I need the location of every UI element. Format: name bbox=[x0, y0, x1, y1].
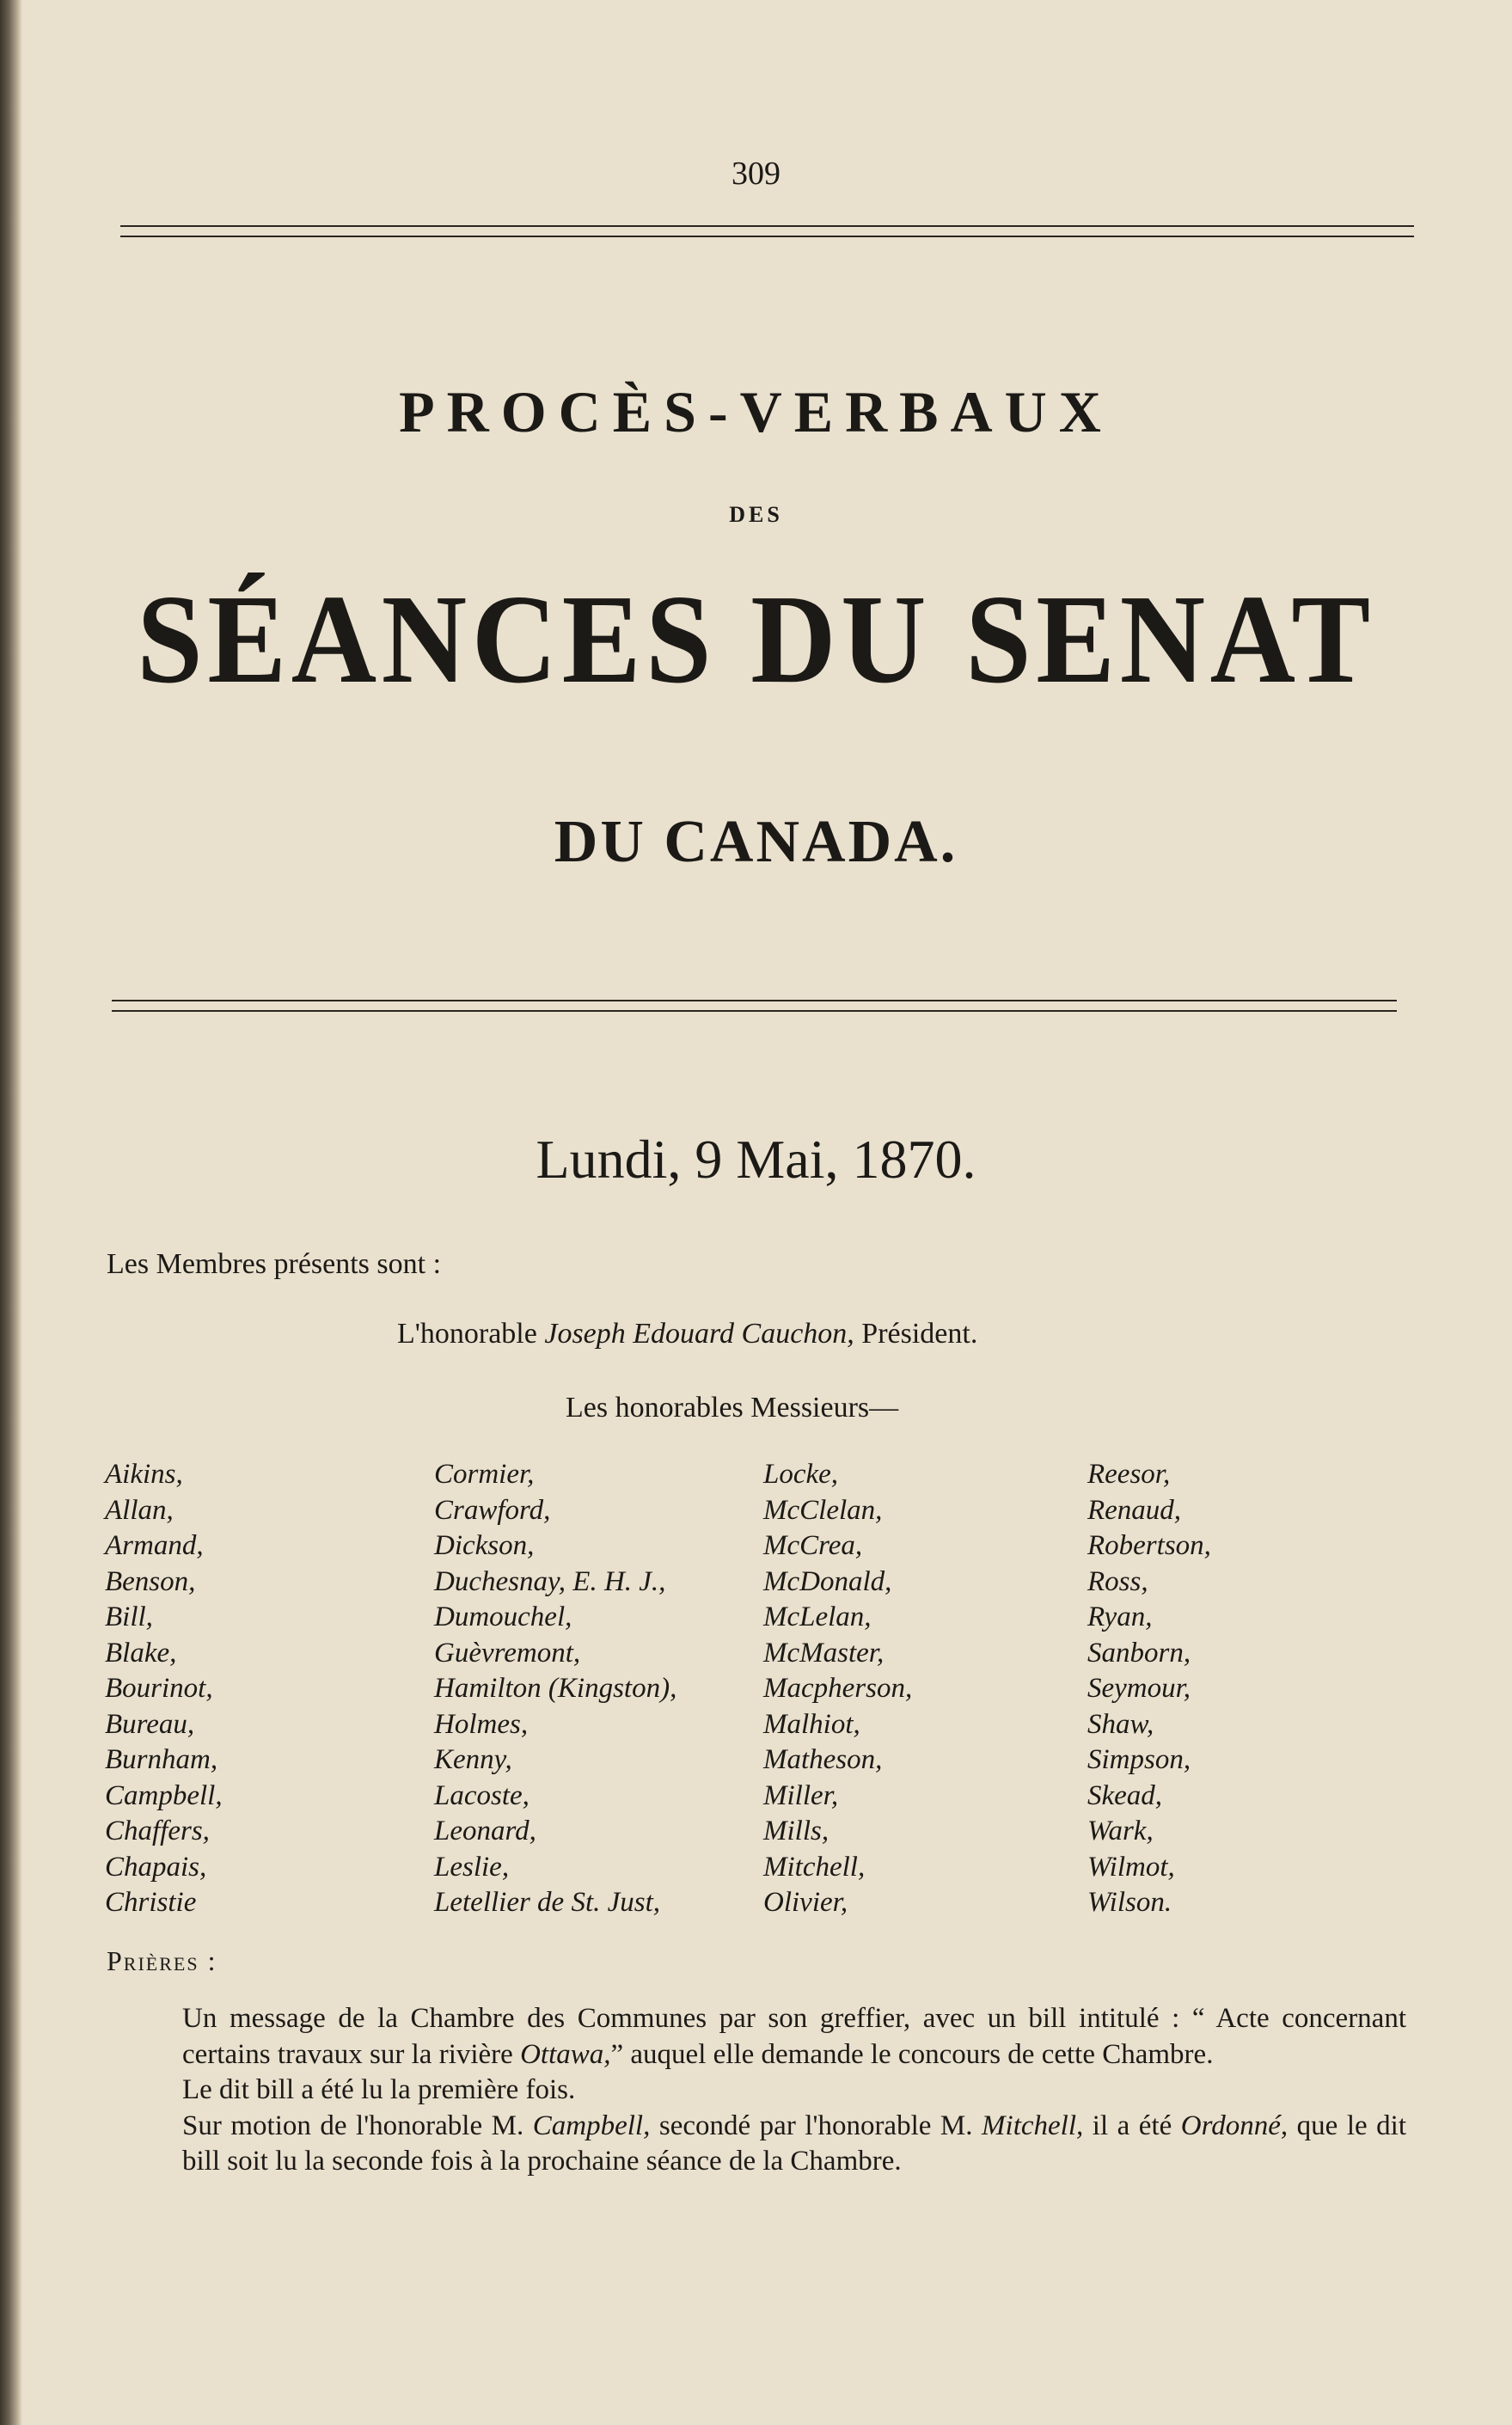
members-intro: Les Membres présents sont : bbox=[107, 1248, 442, 1280]
member-name: Ross, bbox=[1087, 1565, 1148, 1597]
member-name: Bureau, bbox=[105, 1708, 195, 1740]
member-name: Skead, bbox=[1087, 1779, 1163, 1811]
member-name: Miller, bbox=[763, 1779, 839, 1811]
president-name: Joseph Edouard Cauchon, bbox=[544, 1318, 854, 1350]
member-name: Crawford, bbox=[434, 1494, 551, 1526]
motion-text-b: secondé par l'honorable M. bbox=[650, 2110, 982, 2141]
top-double-rule bbox=[120, 225, 1414, 237]
member-name: Olivier, bbox=[763, 1887, 848, 1918]
member-name: Reesor, bbox=[1087, 1459, 1171, 1490]
member-name: Sanborn, bbox=[1087, 1637, 1191, 1669]
president-prefix: L'honorable bbox=[397, 1318, 537, 1350]
member-name: Holmes, bbox=[434, 1708, 529, 1740]
member-name: Blake, bbox=[105, 1637, 177, 1669]
member-name: Chapais, bbox=[105, 1851, 207, 1883]
member-name: McCrea, bbox=[763, 1530, 863, 1561]
motion-text-a: Sur motion de l'honorable M. bbox=[182, 2110, 533, 2141]
member-name: Aikins, bbox=[105, 1459, 183, 1490]
title-des: DES bbox=[729, 502, 783, 527]
member-name: Renaud, bbox=[1087, 1494, 1182, 1526]
president-line bbox=[397, 1318, 977, 1350]
members-column-4 bbox=[1087, 1457, 1211, 1921]
member-name: Lacoste, bbox=[434, 1779, 530, 1811]
member-name: Armand, bbox=[105, 1530, 204, 1561]
members-column-1 bbox=[105, 1457, 223, 1921]
member-name: Wilmot, bbox=[1087, 1851, 1175, 1883]
member-name: Locke, bbox=[763, 1459, 839, 1490]
member-name: Leslie, bbox=[434, 1851, 510, 1883]
session-date: Lundi, 9 Mai, 1870. bbox=[536, 1129, 976, 1190]
member-name: McLelan, bbox=[763, 1601, 872, 1632]
member-name: Dumouchel, bbox=[434, 1601, 572, 1632]
member-name: Christie bbox=[105, 1887, 197, 1918]
member-name: Wilson. bbox=[1087, 1887, 1172, 1918]
member-name: Kenny, bbox=[434, 1744, 512, 1775]
title-seances-du-senat: SÉANCES DU SENAT bbox=[137, 569, 1375, 710]
seconder-name: Mitchell, bbox=[982, 2110, 1084, 2141]
motion-text-c: il a été bbox=[1083, 2110, 1181, 2141]
ordered-word: Ordonné, bbox=[1180, 2110, 1289, 2141]
prieres-heading: Prières : bbox=[107, 1945, 217, 1976]
member-name: Ryan, bbox=[1087, 1601, 1153, 1632]
members-column-2 bbox=[434, 1457, 676, 1921]
member-name: Leonard, bbox=[434, 1816, 536, 1846]
member-name: Duchesnay, E. H. J., bbox=[434, 1565, 666, 1597]
member-name: Allan, bbox=[105, 1494, 174, 1526]
member-name: Burnham, bbox=[105, 1744, 218, 1775]
member-name: Simpson, bbox=[1087, 1744, 1191, 1775]
paragraph-motion bbox=[107, 2109, 1406, 2180]
member-name: Benson, bbox=[105, 1565, 196, 1597]
member-name: Malhiot, bbox=[763, 1708, 860, 1740]
member-name: Bill, bbox=[105, 1601, 153, 1632]
member-name: McMaster, bbox=[763, 1637, 885, 1669]
member-name: Mills, bbox=[763, 1816, 829, 1846]
member-name: Dickson, bbox=[434, 1530, 535, 1561]
members-column-3 bbox=[763, 1457, 912, 1921]
river-name: Ottawa, bbox=[520, 2038, 611, 2070]
member-name: Cormier, bbox=[434, 1459, 535, 1490]
member-name: Bourinot, bbox=[105, 1673, 213, 1704]
member-name: Seymour, bbox=[1087, 1673, 1191, 1704]
president-title: Président. bbox=[861, 1318, 978, 1350]
motion-text-d: que le dit bill soit lu la seconde fois à la prochaine séance de la Chambre. bbox=[182, 2110, 1407, 2177]
page-number: 309 bbox=[732, 156, 780, 192]
honorables-heading: Les honorables Messieurs— bbox=[566, 1392, 899, 1424]
mover-name: Campbell, bbox=[532, 2110, 651, 2141]
member-name: Guèvremont, bbox=[434, 1637, 581, 1669]
member-name: Robertson, bbox=[1087, 1530, 1211, 1561]
member-name: Wark, bbox=[1087, 1816, 1154, 1846]
member-name: Letellier de St. Just, bbox=[434, 1887, 661, 1918]
member-name: Campbell, bbox=[105, 1779, 223, 1811]
minutes-body bbox=[107, 2001, 1406, 2180]
paragraph-message bbox=[107, 2001, 1406, 2073]
member-name: McDonald, bbox=[763, 1565, 892, 1597]
title-du-canada: DU CANADA. bbox=[554, 809, 958, 875]
message-text-b: ” auquel elle demande le concours de cette Chambre. bbox=[610, 2038, 1214, 2070]
book-spine-shadow bbox=[0, 0, 22, 2425]
title-proces-verbaux: PROCÈS-VERBAUX bbox=[399, 379, 1113, 444]
member-name: McClelan, bbox=[763, 1494, 883, 1526]
message-text-a: Un message de la Chambre des Communes par son greffier, avec un bill intitulé : “ Acte concernant certains travaux sur la rivière bbox=[182, 2003, 1406, 2070]
paragraph-first-reading: Le dit bill a été lu la première fois. bbox=[182, 2074, 576, 2105]
member-name: Shaw, bbox=[1087, 1708, 1154, 1740]
member-name: Macpherson, bbox=[763, 1673, 913, 1704]
member-name: Mitchell, bbox=[763, 1851, 866, 1883]
member-name: Hamilton (Kingston), bbox=[434, 1673, 677, 1704]
member-name: Chaffers, bbox=[105, 1816, 210, 1846]
middle-double-rule bbox=[112, 1000, 1397, 1012]
member-name: Matheson, bbox=[763, 1744, 883, 1775]
